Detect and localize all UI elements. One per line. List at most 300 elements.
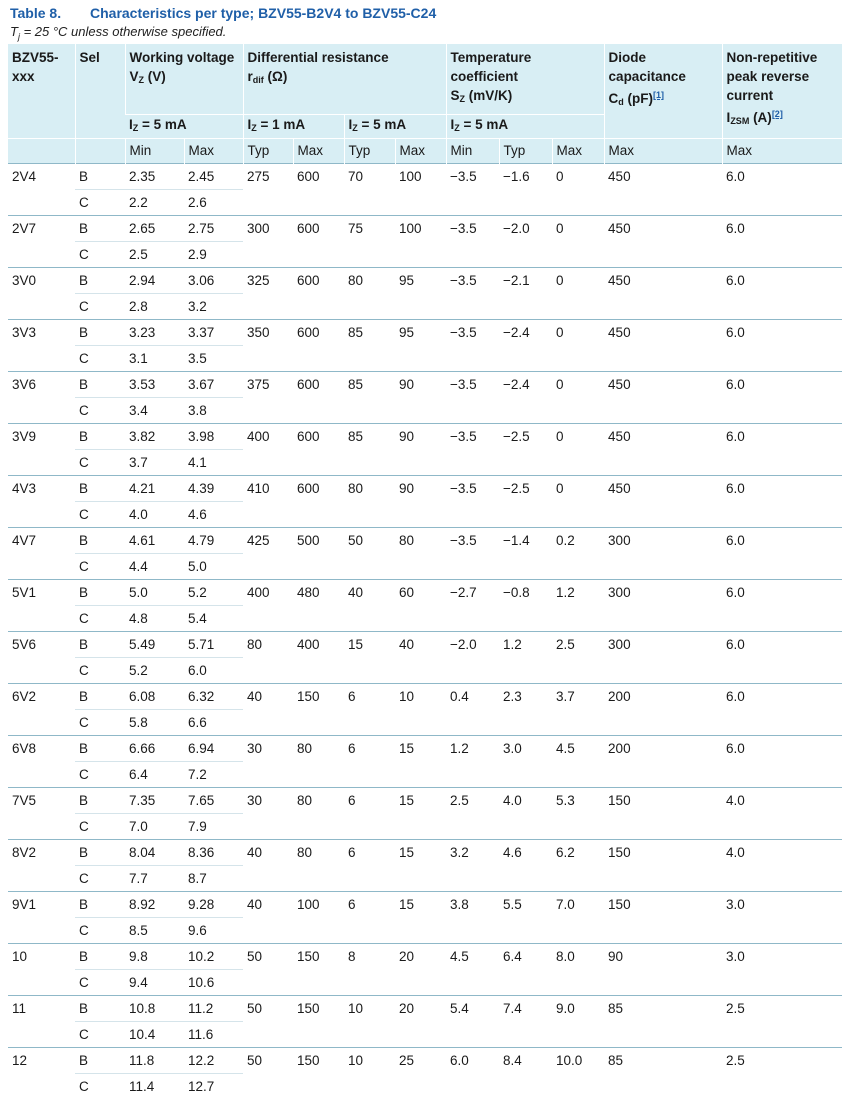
rdif5-max-cell: 100 bbox=[395, 216, 446, 268]
rdif1-typ-cell: 50 bbox=[243, 996, 293, 1048]
sz-typ-cell: −2.5 bbox=[499, 476, 552, 528]
vz-max-cell: 7.2 bbox=[184, 762, 243, 788]
sel-cell: C bbox=[75, 1022, 125, 1048]
sel-cell: C bbox=[75, 294, 125, 320]
rdif1-max-cell: 80 bbox=[293, 788, 344, 840]
sz-typ-cell: 7.4 bbox=[499, 996, 552, 1048]
rdif5-max-cell: 10 bbox=[395, 684, 446, 736]
sz-max-cell: 0 bbox=[552, 372, 604, 424]
sz-min-cell: 3.2 bbox=[446, 840, 499, 892]
header-rdif5-max: Max bbox=[395, 139, 446, 164]
sel-cell: C bbox=[75, 658, 125, 684]
rdif1-max-cell: 150 bbox=[293, 1048, 344, 1099]
rdif5-typ-cell: 80 bbox=[344, 268, 395, 320]
vz-min-cell: 3.53 bbox=[125, 372, 184, 398]
vz-max-cell: 3.8 bbox=[184, 398, 243, 424]
sel-cell: B bbox=[75, 164, 125, 190]
vz-min-cell: 5.0 bbox=[125, 580, 184, 606]
izsm-max-cell: 4.0 bbox=[722, 840, 842, 892]
izsm-max-cell: 6.0 bbox=[722, 684, 842, 736]
vz-min-cell: 7.0 bbox=[125, 814, 184, 840]
header-type: BZV55-xxx bbox=[8, 44, 75, 139]
sel-cell: C bbox=[75, 242, 125, 268]
rdif5-max-cell: 40 bbox=[395, 632, 446, 684]
vz-min-cell: 11.4 bbox=[125, 1074, 184, 1099]
rdif1-typ-cell: 50 bbox=[243, 1048, 293, 1099]
type-cell: 3V6 bbox=[8, 372, 75, 424]
header-working-voltage: Working voltage $V_Z$ (V) bbox=[125, 44, 243, 115]
vz-max-cell: 2.9 bbox=[184, 242, 243, 268]
sz-max-cell: 10.0 bbox=[552, 1048, 604, 1099]
rdif1-typ-cell: 350 bbox=[243, 320, 293, 372]
sel-cell: B bbox=[75, 996, 125, 1022]
type-cell: 3V3 bbox=[8, 320, 75, 372]
sz-max-cell: 0 bbox=[552, 268, 604, 320]
table-row bbox=[8, 372, 842, 398]
izsm-max-cell: 6.0 bbox=[722, 164, 842, 216]
header-blank bbox=[8, 139, 75, 164]
sz-max-cell: 6.2 bbox=[552, 840, 604, 892]
sel-cell: B bbox=[75, 892, 125, 918]
vz-min-cell: 6.08 bbox=[125, 684, 184, 710]
vz-min-cell: 2.5 bbox=[125, 242, 184, 268]
vz-max-cell: 3.37 bbox=[184, 320, 243, 346]
subcaption-text: = 25 °C unless otherwise specified. bbox=[20, 24, 226, 39]
sel-cell: B bbox=[75, 372, 125, 398]
sz-max-cell: 0.2 bbox=[552, 528, 604, 580]
rdif5-max-cell: 25 bbox=[395, 1048, 446, 1099]
sz-typ-cell: 8.4 bbox=[499, 1048, 552, 1099]
vz-min-cell: 5.8 bbox=[125, 710, 184, 736]
sel-cell: C bbox=[75, 554, 125, 580]
rdif5-typ-cell: 85 bbox=[344, 372, 395, 424]
rdif1-max-cell: 80 bbox=[293, 840, 344, 892]
sz-typ-cell: −2.4 bbox=[499, 320, 552, 372]
rdif1-typ-cell: 30 bbox=[243, 788, 293, 840]
vz-min-cell: 2.65 bbox=[125, 216, 184, 242]
sel-cell: C bbox=[75, 398, 125, 424]
header-sz-typ: Typ bbox=[499, 139, 552, 164]
table-row bbox=[8, 268, 842, 294]
type-cell: 9V1 bbox=[8, 892, 75, 944]
vz-min-cell: 3.1 bbox=[125, 346, 184, 372]
sz-min-cell: −2.0 bbox=[446, 632, 499, 684]
izsm-max-cell: 3.0 bbox=[722, 944, 842, 996]
rdif5-typ-cell: 6 bbox=[344, 736, 395, 788]
sz-max-cell: 0 bbox=[552, 164, 604, 216]
sel-cell: B bbox=[75, 1048, 125, 1074]
vz-max-cell: 5.0 bbox=[184, 554, 243, 580]
vz-min-cell: 9.8 bbox=[125, 944, 184, 970]
rdif5-max-cell: 95 bbox=[395, 268, 446, 320]
rdif5-max-cell: 90 bbox=[395, 424, 446, 476]
table-row bbox=[8, 632, 842, 658]
rdif1-max-cell: 100 bbox=[293, 892, 344, 944]
vz-min-cell: 3.82 bbox=[125, 424, 184, 450]
header-rdif1-typ: Typ bbox=[243, 139, 293, 164]
table-number: Table 8. bbox=[10, 5, 90, 21]
izsm-max-cell: 6.0 bbox=[722, 736, 842, 788]
rdif1-max-cell: 150 bbox=[293, 996, 344, 1048]
rdif1-typ-cell: 275 bbox=[243, 164, 293, 216]
header-sz-min: Min bbox=[446, 139, 499, 164]
vz-max-cell: 2.75 bbox=[184, 216, 243, 242]
sz-max-cell: 4.5 bbox=[552, 736, 604, 788]
rdif5-typ-cell: 85 bbox=[344, 320, 395, 372]
vz-max-cell: 10.6 bbox=[184, 970, 243, 996]
rdif1-typ-cell: 40 bbox=[243, 892, 293, 944]
sz-typ-cell: 6.4 bbox=[499, 944, 552, 996]
type-cell: 7V5 bbox=[8, 788, 75, 840]
cd-max-cell: 300 bbox=[604, 632, 722, 684]
table-row bbox=[8, 164, 842, 190]
cd-max-cell: 150 bbox=[604, 788, 722, 840]
table-caption bbox=[10, 5, 436, 21]
vz-min-cell: 4.0 bbox=[125, 502, 184, 528]
rdif1-typ-cell: 30 bbox=[243, 736, 293, 788]
sel-cell: C bbox=[75, 450, 125, 476]
table-row bbox=[8, 996, 842, 1022]
sz-typ-cell: −1.4 bbox=[499, 528, 552, 580]
header-peak-reverse-current: Non-repetitive peak reverse current $I_{ZSM}$ (A)[2] bbox=[722, 44, 842, 139]
sz-min-cell: −2.7 bbox=[446, 580, 499, 632]
header-izsm-max: Max bbox=[722, 139, 842, 164]
vz-min-cell: 2.8 bbox=[125, 294, 184, 320]
rdif5-typ-cell: 10 bbox=[344, 1048, 395, 1099]
vz-min-cell: 10.8 bbox=[125, 996, 184, 1022]
rdif5-typ-cell: 75 bbox=[344, 216, 395, 268]
table-row bbox=[8, 892, 842, 918]
rdif1-typ-cell: 410 bbox=[243, 476, 293, 528]
table-subcaption bbox=[10, 24, 226, 42]
sel-cell: B bbox=[75, 684, 125, 710]
table-title: Characteristics per type; BZV55-B2V4 to BZV55-C24 bbox=[90, 5, 436, 21]
type-cell: 2V4 bbox=[8, 164, 75, 216]
rdif5-max-cell: 80 bbox=[395, 528, 446, 580]
sz-max-cell: 7.0 bbox=[552, 892, 604, 944]
rdif5-typ-cell: 6 bbox=[344, 684, 395, 736]
sel-cell: C bbox=[75, 710, 125, 736]
header-blank bbox=[75, 139, 125, 164]
type-cell: 3V0 bbox=[8, 268, 75, 320]
vz-max-cell: 9.6 bbox=[184, 918, 243, 944]
cd-max-cell: 450 bbox=[604, 320, 722, 372]
sz-max-cell: 8.0 bbox=[552, 944, 604, 996]
sz-min-cell: −3.5 bbox=[446, 476, 499, 528]
vz-max-cell: 6.0 bbox=[184, 658, 243, 684]
rdif5-max-cell: 15 bbox=[395, 736, 446, 788]
header-rdif5-typ: Typ bbox=[344, 139, 395, 164]
sz-typ-cell: −2.4 bbox=[499, 372, 552, 424]
sz-typ-cell: 4.6 bbox=[499, 840, 552, 892]
izsm-max-cell: 2.5 bbox=[722, 996, 842, 1048]
sz-typ-cell: 2.3 bbox=[499, 684, 552, 736]
rdif5-typ-cell: 6 bbox=[344, 892, 395, 944]
vz-min-cell: 8.04 bbox=[125, 840, 184, 866]
izsm-max-cell: 6.0 bbox=[722, 528, 842, 580]
vz-min-cell: 2.2 bbox=[125, 190, 184, 216]
header-vz-max: Max bbox=[184, 139, 243, 164]
izsm-max-cell: 6.0 bbox=[722, 372, 842, 424]
rdif5-max-cell: 90 bbox=[395, 476, 446, 528]
header-vz-min: Min bbox=[125, 139, 184, 164]
sz-min-cell: −3.5 bbox=[446, 528, 499, 580]
cd-max-cell: 85 bbox=[604, 996, 722, 1048]
cd-max-cell: 150 bbox=[604, 892, 722, 944]
vz-max-cell: 8.7 bbox=[184, 866, 243, 892]
sel-cell: C bbox=[75, 1074, 125, 1099]
sel-cell: B bbox=[75, 476, 125, 502]
rdif5-typ-cell: 85 bbox=[344, 424, 395, 476]
izsm-max-cell: 6.0 bbox=[722, 580, 842, 632]
vz-max-cell: 11.6 bbox=[184, 1022, 243, 1048]
type-cell: 4V7 bbox=[8, 528, 75, 580]
vz-min-cell: 6.66 bbox=[125, 736, 184, 762]
type-cell: 4V3 bbox=[8, 476, 75, 528]
vz-max-cell: 7.65 bbox=[184, 788, 243, 814]
table-body bbox=[8, 164, 842, 1099]
cd-max-cell: 85 bbox=[604, 1048, 722, 1099]
cd-max-cell: 450 bbox=[604, 372, 722, 424]
vz-max-cell: 2.6 bbox=[184, 190, 243, 216]
sel-cell: C bbox=[75, 918, 125, 944]
sz-typ-cell: −2.0 bbox=[499, 216, 552, 268]
cd-max-cell: 450 bbox=[604, 164, 722, 216]
rdif5-max-cell: 15 bbox=[395, 892, 446, 944]
sz-min-cell: −3.5 bbox=[446, 320, 499, 372]
vz-max-cell: 10.2 bbox=[184, 944, 243, 970]
vz-max-cell: 3.06 bbox=[184, 268, 243, 294]
rdif5-typ-cell: 70 bbox=[344, 164, 395, 216]
sz-typ-cell: 5.5 bbox=[499, 892, 552, 944]
vz-max-cell: 11.2 bbox=[184, 996, 243, 1022]
sz-min-cell: −3.5 bbox=[446, 268, 499, 320]
vz-min-cell: 4.61 bbox=[125, 528, 184, 554]
sz-min-cell: −3.5 bbox=[446, 216, 499, 268]
rdif5-typ-cell: 80 bbox=[344, 476, 395, 528]
type-cell: 2V7 bbox=[8, 216, 75, 268]
header-sz-max: Max bbox=[552, 139, 604, 164]
sz-max-cell: 2.5 bbox=[552, 632, 604, 684]
table-row bbox=[8, 320, 842, 346]
sel-cell: B bbox=[75, 840, 125, 866]
rdif1-max-cell: 600 bbox=[293, 268, 344, 320]
cd-max-cell: 450 bbox=[604, 424, 722, 476]
izsm-max-cell: 3.0 bbox=[722, 892, 842, 944]
rdif1-typ-cell: 50 bbox=[243, 944, 293, 996]
vz-min-cell: 2.94 bbox=[125, 268, 184, 294]
type-cell: 11 bbox=[8, 996, 75, 1048]
izsm-max-cell: 6.0 bbox=[722, 476, 842, 528]
sz-max-cell: 0 bbox=[552, 320, 604, 372]
sel-cell: B bbox=[75, 216, 125, 242]
type-cell: 5V6 bbox=[8, 632, 75, 684]
vz-min-cell: 10.4 bbox=[125, 1022, 184, 1048]
vz-max-cell: 5.4 bbox=[184, 606, 243, 632]
table-row bbox=[8, 476, 842, 502]
rdif5-typ-cell: 15 bbox=[344, 632, 395, 684]
tj-subscript: j bbox=[18, 32, 20, 42]
rdif5-max-cell: 90 bbox=[395, 372, 446, 424]
sel-cell: C bbox=[75, 606, 125, 632]
sz-typ-cell: 4.0 bbox=[499, 788, 552, 840]
rdif1-max-cell: 600 bbox=[293, 164, 344, 216]
vz-min-cell: 5.49 bbox=[125, 632, 184, 658]
vz-max-cell: 6.32 bbox=[184, 684, 243, 710]
rdif1-max-cell: 600 bbox=[293, 476, 344, 528]
vz-min-cell: 8.92 bbox=[125, 892, 184, 918]
rdif1-typ-cell: 325 bbox=[243, 268, 293, 320]
vz-min-cell: 7.7 bbox=[125, 866, 184, 892]
vz-min-cell: 4.21 bbox=[125, 476, 184, 502]
vz-max-cell: 4.1 bbox=[184, 450, 243, 476]
izsm-max-cell: 4.0 bbox=[722, 788, 842, 840]
sz-max-cell: 9.0 bbox=[552, 996, 604, 1048]
type-cell: 10 bbox=[8, 944, 75, 996]
rdif1-max-cell: 500 bbox=[293, 528, 344, 580]
sz-typ-cell: 1.2 bbox=[499, 632, 552, 684]
footnote-link-2[interactable]: [2] bbox=[772, 109, 783, 119]
sz-min-cell: 4.5 bbox=[446, 944, 499, 996]
vz-max-cell: 2.45 bbox=[184, 164, 243, 190]
rdif5-max-cell: 15 bbox=[395, 788, 446, 840]
sz-min-cell: −3.5 bbox=[446, 372, 499, 424]
condition-sz: $I_Z = 5$ mA bbox=[446, 115, 604, 139]
izsm-max-cell: 2.5 bbox=[722, 1048, 842, 1099]
vz-min-cell: 2.35 bbox=[125, 164, 184, 190]
vz-max-cell: 3.2 bbox=[184, 294, 243, 320]
sel-cell: C bbox=[75, 970, 125, 996]
izsm-max-cell: 6.0 bbox=[722, 320, 842, 372]
sel-cell: B bbox=[75, 424, 125, 450]
rdif1-typ-cell: 80 bbox=[243, 632, 293, 684]
sz-min-cell: 0.4 bbox=[446, 684, 499, 736]
rdif1-max-cell: 150 bbox=[293, 684, 344, 736]
cd-max-cell: 300 bbox=[604, 580, 722, 632]
table-row bbox=[8, 424, 842, 450]
sz-typ-cell: 3.0 bbox=[499, 736, 552, 788]
cd-max-cell: 90 bbox=[604, 944, 722, 996]
rdif1-max-cell: 600 bbox=[293, 216, 344, 268]
vz-max-cell: 6.94 bbox=[184, 736, 243, 762]
vz-min-cell: 7.35 bbox=[125, 788, 184, 814]
rdif5-typ-cell: 40 bbox=[344, 580, 395, 632]
cd-max-cell: 200 bbox=[604, 684, 722, 736]
sel-cell: C bbox=[75, 866, 125, 892]
sz-typ-cell: −2.5 bbox=[499, 424, 552, 476]
sz-min-cell: 5.4 bbox=[446, 996, 499, 1048]
sel-cell: C bbox=[75, 346, 125, 372]
footnote-link-1[interactable]: [1] bbox=[653, 90, 664, 100]
rdif5-max-cell: 15 bbox=[395, 840, 446, 892]
sel-cell: B bbox=[75, 736, 125, 762]
vz-min-cell: 5.2 bbox=[125, 658, 184, 684]
sel-cell: B bbox=[75, 528, 125, 554]
sz-max-cell: 5.3 bbox=[552, 788, 604, 840]
vz-max-cell: 7.9 bbox=[184, 814, 243, 840]
rdif5-typ-cell: 50 bbox=[344, 528, 395, 580]
rdif5-max-cell: 20 bbox=[395, 996, 446, 1048]
table-row bbox=[8, 840, 842, 866]
vz-min-cell: 4.4 bbox=[125, 554, 184, 580]
rdif1-typ-cell: 300 bbox=[243, 216, 293, 268]
header-sel: Sel bbox=[75, 44, 125, 139]
sz-max-cell: 3.7 bbox=[552, 684, 604, 736]
vz-max-cell: 3.98 bbox=[184, 424, 243, 450]
rdif1-max-cell: 150 bbox=[293, 944, 344, 996]
sz-min-cell: 3.8 bbox=[446, 892, 499, 944]
vz-max-cell: 12.2 bbox=[184, 1048, 243, 1074]
type-cell: 6V8 bbox=[8, 736, 75, 788]
vz-max-cell: 3.5 bbox=[184, 346, 243, 372]
header-cd-max: Max bbox=[604, 139, 722, 164]
rdif5-typ-cell: 8 bbox=[344, 944, 395, 996]
sz-max-cell: 0 bbox=[552, 216, 604, 268]
cd-max-cell: 450 bbox=[604, 268, 722, 320]
rdif1-typ-cell: 425 bbox=[243, 528, 293, 580]
rdif5-max-cell: 20 bbox=[395, 944, 446, 996]
table-row bbox=[8, 580, 842, 606]
table-row bbox=[8, 736, 842, 762]
cd-max-cell: 450 bbox=[604, 216, 722, 268]
rdif1-max-cell: 600 bbox=[293, 424, 344, 476]
table-row bbox=[8, 216, 842, 242]
cd-max-cell: 150 bbox=[604, 840, 722, 892]
table-row bbox=[8, 684, 842, 710]
header-rdif1-max: Max bbox=[293, 139, 344, 164]
vz-max-cell: 4.39 bbox=[184, 476, 243, 502]
vz-max-cell: 5.2 bbox=[184, 580, 243, 606]
vz-min-cell: 11.8 bbox=[125, 1048, 184, 1074]
rdif1-typ-cell: 400 bbox=[243, 580, 293, 632]
sel-cell: B bbox=[75, 268, 125, 294]
vz-max-cell: 4.79 bbox=[184, 528, 243, 554]
sz-min-cell: −3.5 bbox=[446, 164, 499, 216]
sel-cell: B bbox=[75, 320, 125, 346]
sz-max-cell: 0 bbox=[552, 476, 604, 528]
vz-min-cell: 8.5 bbox=[125, 918, 184, 944]
vz-max-cell: 12.7 bbox=[184, 1074, 243, 1099]
type-cell: 12 bbox=[8, 1048, 75, 1099]
table-row bbox=[8, 944, 842, 970]
rdif1-typ-cell: 375 bbox=[243, 372, 293, 424]
vz-min-cell: 3.4 bbox=[125, 398, 184, 424]
izsm-max-cell: 6.0 bbox=[722, 632, 842, 684]
vz-max-cell: 4.6 bbox=[184, 502, 243, 528]
vz-min-cell: 3.23 bbox=[125, 320, 184, 346]
sel-cell: C bbox=[75, 814, 125, 840]
rdif5-typ-cell: 6 bbox=[344, 788, 395, 840]
rdif1-typ-cell: 40 bbox=[243, 684, 293, 736]
sel-cell: B bbox=[75, 944, 125, 970]
sz-typ-cell: −2.1 bbox=[499, 268, 552, 320]
cd-max-cell: 450 bbox=[604, 476, 722, 528]
rdif5-max-cell: 60 bbox=[395, 580, 446, 632]
sel-cell: B bbox=[75, 788, 125, 814]
sel-cell: B bbox=[75, 580, 125, 606]
tj-symbol: T bbox=[10, 24, 18, 39]
type-cell: 8V2 bbox=[8, 840, 75, 892]
condition-vz: $I_Z = 5$ mA bbox=[125, 115, 243, 139]
vz-min-cell: 9.4 bbox=[125, 970, 184, 996]
rdif5-typ-cell: 6 bbox=[344, 840, 395, 892]
type-cell: 6V2 bbox=[8, 684, 75, 736]
condition-rdif-1ma: $I_Z = 1$ mA bbox=[243, 115, 344, 139]
vz-max-cell: 5.71 bbox=[184, 632, 243, 658]
izsm-max-cell: 6.0 bbox=[722, 268, 842, 320]
rdif1-typ-cell: 40 bbox=[243, 840, 293, 892]
vz-min-cell: 6.4 bbox=[125, 762, 184, 788]
